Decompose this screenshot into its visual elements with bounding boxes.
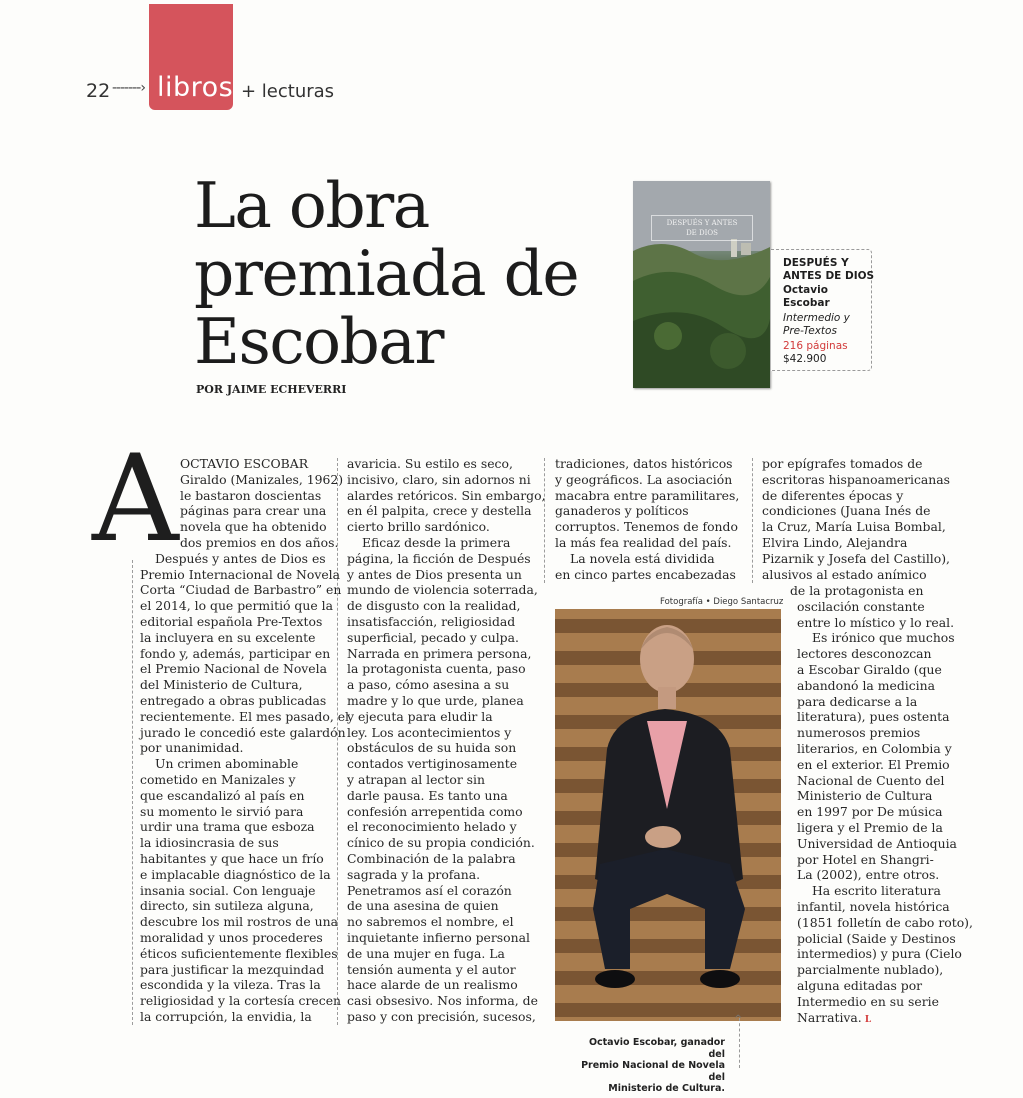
text-line: Combinación de la palabra [347, 851, 516, 866]
photo-credit: Fotografía • Diego Santacruz [660, 597, 784, 607]
stair-step [555, 1003, 781, 1017]
caption-rule [739, 1018, 740, 1068]
book-publisher: Intermedio y [783, 312, 850, 324]
text-line: (1851 folletín de cabo roto), [797, 914, 973, 930]
text-line: la corrupción, la envidia, la [140, 1009, 312, 1024]
text-line: Eficaz desde la primera [362, 535, 511, 550]
text-line: habitantes y que hace un frío [140, 851, 324, 866]
text-line: La (2002), entre otros. [797, 867, 940, 883]
book-price: $42.900 [783, 353, 827, 365]
text-line: su momento le sirvió para [140, 803, 304, 819]
text-line: la más fea realidad del país. [555, 535, 732, 550]
text-line: literatura), pues ostenta [797, 709, 950, 725]
text-line: del Ministerio de Cultura, [140, 677, 303, 693]
text-line: Corta “Ciudad de Barbastro” en [140, 582, 342, 598]
text-line: para justificar la mezquindad [140, 961, 325, 977]
text-line: insatisfacción, religiosidad [347, 614, 516, 629]
text-line: editorial española Pre-Textos [140, 614, 323, 629]
text-line: madre y lo que urde, planea [347, 693, 524, 708]
text-line: avaricia. Su estilo es seco, [347, 456, 513, 471]
text-line: cometido en Manizales y [140, 772, 296, 787]
text-line: y atrapan al lector sin [347, 772, 485, 787]
text-line: literarios, en Colombia y [797, 741, 952, 756]
text-line: contados vertiginosamente [347, 756, 518, 772]
text-line: insania social. Con lenguaje [140, 882, 316, 898]
text-line: Elvira Lindo, Alejandra [762, 535, 908, 550]
text-line: darle pausa. Es tanto una [347, 787, 508, 803]
text-line: Penetramos así el corazón [347, 882, 512, 898]
text-line: cierto brillo sardónico. [347, 519, 490, 535]
text-line: la incluyera en su excelente [140, 629, 316, 645]
text-line: descubre los mil rostros de una [140, 914, 338, 930]
column-rule [544, 458, 545, 583]
text-line: el Premio Nacional de Novela [140, 661, 327, 677]
text-line: fondo y, además, participar en [140, 645, 331, 661]
text-line: dos premios en dos años. [180, 535, 339, 550]
text-line: superficial, pecado y culpa. [347, 629, 519, 645]
text-line: lectores desconozcan [797, 646, 932, 662]
text-line: Nacional de Cuento del [797, 772, 945, 788]
text-line: Giraldo (Manizales, 1962) [180, 471, 344, 487]
section-label: libros [157, 72, 234, 103]
text-line: e implacable diagnóstico de la [140, 866, 331, 882]
text-line: Narrada en primera persona, [347, 645, 532, 661]
title-line: premiada de [194, 237, 579, 310]
book-author: Escobar [783, 297, 830, 309]
text-line: de diferentes épocas y [762, 487, 904, 503]
text-line: Universidad de Antioquia [797, 835, 957, 851]
book-cover-image [633, 181, 770, 388]
book-author: Octavio [783, 284, 828, 296]
stair-step [555, 971, 781, 985]
article-title [194, 169, 614, 378]
text-line: de la protagonista en [790, 583, 924, 598]
text-line: a paso, cómo asesina a su [347, 677, 510, 693]
text-line: de disgusto con la realidad, [347, 598, 521, 614]
text-line: religiosidad y la cortesía crecen [140, 993, 342, 1009]
text-line: página, la ficción de Después [347, 550, 531, 566]
text-line: ley. Los acontecimientos y [347, 724, 512, 740]
book-publisher: Pre-Textos [783, 325, 837, 337]
text-line: a Escobar Giraldo (que [797, 662, 942, 677]
book-info-box [771, 249, 875, 371]
text-line: para dedicarse a la [797, 693, 918, 709]
text-line: OCTAVIO ESCOBAR [180, 456, 309, 471]
text-line: la idiosincrasia de sus [140, 835, 279, 851]
book-title: ANTES DE DIOS [783, 270, 875, 282]
text-line: el reconocimiento helado y [347, 819, 517, 835]
text-line: inquietante infierno personal [347, 930, 530, 945]
text-line: abandonó la medicina [797, 677, 935, 693]
text-line: ligera y el Premio de la [797, 820, 943, 835]
text-line: Narrativa. L [797, 1009, 872, 1025]
text-line: Después y antes de Dios es [155, 550, 326, 566]
text-line: por epígrafes tomados de [762, 456, 923, 471]
text-line: obstáculos de su huida son [347, 740, 517, 756]
column-rule [752, 458, 753, 583]
book-pages: 216 páginas [783, 340, 848, 352]
text-line: macabra entre paramilitares, [555, 487, 740, 503]
text-line: Un crimen abominable [155, 756, 299, 772]
text-line: y geográficos. La asociación [555, 471, 733, 487]
text-line: policial (Saide y Destinos [797, 930, 956, 946]
text-line: entregado a obras publicadas [140, 693, 327, 708]
text-line: La novela está dividida [570, 550, 715, 566]
caption-pointer-icon: ^ [734, 1014, 743, 1025]
text-line: novela que ha obtenido [180, 519, 327, 535]
text-line: en cinco partes encabezadas [555, 566, 736, 582]
end-mark-icon: L [861, 1014, 872, 1025]
text-line: mundo de violencia soterrada, [347, 582, 538, 598]
text-line: en el exterior. El Premio [797, 756, 950, 772]
text-line: Es irónico que muchos [812, 630, 955, 646]
text-line: Intermedio en su serie [797, 993, 939, 1009]
text-line: cínico de su propia condición. [347, 835, 535, 851]
byline: POR JAIME ECHEVERRI [196, 383, 347, 396]
text-line: le bastaron doscientas [180, 487, 322, 503]
text-line: tradiciones, datos históricos [555, 456, 733, 471]
text-line: y antes de Dios presenta un [347, 566, 522, 582]
text-line: confesión arrepentida como [347, 803, 523, 819]
text-line: y ejecuta para eludir la [347, 708, 493, 724]
stair-step [555, 939, 781, 953]
title-line: Escobar [194, 305, 444, 378]
text-line: alguna editadas por [797, 978, 923, 993]
text-line: infantil, novela histórica [797, 899, 950, 914]
text-line: que escandalizó al país en [140, 787, 305, 803]
text-line: escondida y la vileza. Tras la [140, 977, 321, 993]
text-line: moralidad y unos procederes [140, 930, 323, 945]
text-line: recientemente. El mes pasado, el [140, 708, 349, 724]
text-line: Premio Internacional de Novela [140, 566, 340, 582]
text-line: por Hotel en Shangri- [797, 851, 934, 867]
book-title: DESPUÉS Y [783, 257, 849, 269]
text-line: numerosos premios [797, 725, 921, 741]
text-line: oscilación constante [797, 598, 925, 614]
text-line: hace alarde de un realismo [347, 977, 518, 993]
drop-cap: A [92, 430, 179, 569]
text-line: Ministerio de Cultura [797, 788, 933, 804]
text-line: casi obsesivo. Nos informa, de [347, 993, 538, 1009]
text-line: no sabremos el nombre, el [347, 914, 514, 930]
text-line: intermedios) y pura (Cielo [797, 946, 962, 962]
text-line: parcialmente nublado), [797, 962, 944, 978]
text-line: entre lo místico y lo real. [797, 614, 955, 630]
text-line: corruptos. Tenemos de fondo [555, 519, 738, 535]
text-line: de una mujer en fuga. La [347, 945, 505, 961]
text-line: la protagonista cuenta, paso [347, 661, 526, 677]
stair-step [555, 907, 781, 921]
author-photo [555, 609, 781, 1021]
author-portrait-illustration [555, 609, 781, 1021]
text-line: en él palpita, crece y destella [347, 503, 532, 519]
text-line: en 1997 por De música [797, 804, 943, 820]
text-line: jurado le concedió este galardón [140, 724, 346, 740]
text-line: tensión aumenta y el autor [347, 961, 516, 977]
text-line: condiciones (Juana Inés de [762, 503, 931, 519]
arrow-icon: -------› [112, 80, 145, 96]
text-line: escritoras hispanoamericanas [762, 471, 951, 487]
text-line: la Cruz, María Luisa Bombal, [762, 519, 946, 535]
photo-caption: Octavio Escobar, ganador del Premio Nacional de Novela del Ministerio de Cultura. [581, 1037, 725, 1094]
book-cover-title: DESPUÉS Y ANTES DE DIOS [651, 215, 753, 241]
title-line: La obra [194, 169, 429, 242]
column-rule [132, 560, 133, 1025]
text-line: por unanimidad. [140, 740, 244, 756]
text-line: alardes retóricos. Sin embargo, [347, 487, 546, 503]
text-line: paso y con precisión, sucesos, [347, 1009, 536, 1024]
text-line: éticos suficientemente flexibles [140, 945, 338, 961]
text-line: alusivos al estado anímico [762, 566, 927, 582]
text-line: el 2014, lo que permitió que la [140, 598, 333, 614]
text-line: Pizarnik y Josefa del Castillo), [762, 550, 950, 566]
text-line: directo, sin sutileza alguna, [140, 898, 314, 914]
subsection-label: + lecturas [241, 81, 335, 102]
text-line: Ha escrito literatura [812, 883, 941, 899]
page-number: 22 [86, 80, 111, 102]
text-line: ganaderos y políticos [555, 503, 689, 519]
text-line: urdir una trama que esboza [140, 819, 315, 835]
landscape-illustration [633, 181, 770, 388]
text-line: páginas para crear una [180, 503, 327, 519]
text-line: de una asesina de quien [347, 898, 499, 914]
text-line: sagrada y la profana. [347, 866, 481, 882]
text-line: incisivo, claro, sin adornos ni [347, 471, 531, 487]
